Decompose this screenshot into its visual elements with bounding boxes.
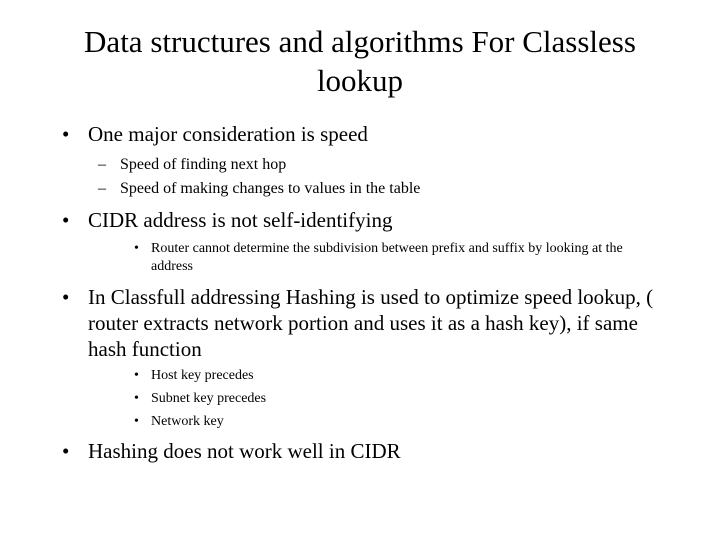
sub-bullet-text: Network key — [151, 414, 224, 429]
sub-bullet-item — [98, 154, 658, 176]
bullet-item — [62, 121, 662, 147]
bullet-item — [62, 284, 662, 362]
sub-bullet-item — [134, 367, 634, 385]
bullet-text: Hashing does not work well in CIDR — [88, 439, 401, 463]
bullet-marker: • — [62, 439, 70, 463]
sub-bullet-marker: – — [98, 180, 106, 197]
sub-bullet-item — [134, 413, 634, 431]
slide-title: Data structures and algorithms For Classless lookup — [84, 24, 636, 98]
bullet-marker: • — [62, 285, 70, 309]
sub-bullet-marker: • — [134, 368, 139, 383]
sub-bullet-text: Speed of making changes to values in the table — [120, 180, 421, 197]
sub-bullet-text: Router cannot determine the subdivision between prefix and suffix by looking at the address — [151, 241, 623, 274]
bullet-marker: • — [62, 122, 70, 146]
sub-bullet-text: Speed of finding next hop — [120, 156, 287, 173]
bullet-item — [62, 438, 662, 464]
bullet-text: In Classfull addressing Hashing is used to optimize speed lookup, ( router extracts network portion and uses it as a hash key), if same hash function — [88, 285, 654, 361]
sub-bullet-marker: – — [98, 156, 106, 173]
bullet-item — [62, 207, 662, 233]
sub-bullet-marker: • — [134, 241, 139, 256]
sub-bullet-item — [98, 178, 658, 200]
sub-bullet-marker: • — [134, 414, 139, 429]
bullet-text: One major consideration is speed — [88, 122, 368, 146]
sub-bullet-marker: • — [134, 391, 139, 406]
bullet-text: CIDR address is not self-identifying — [88, 208, 393, 232]
sub-bullet-text: Host key precedes — [151, 368, 254, 383]
sub-bullet-item — [134, 240, 664, 276]
sub-bullet-text: Subnet key precedes — [151, 391, 267, 406]
bullet-marker: • — [62, 208, 70, 232]
sub-bullet-item — [134, 390, 634, 408]
